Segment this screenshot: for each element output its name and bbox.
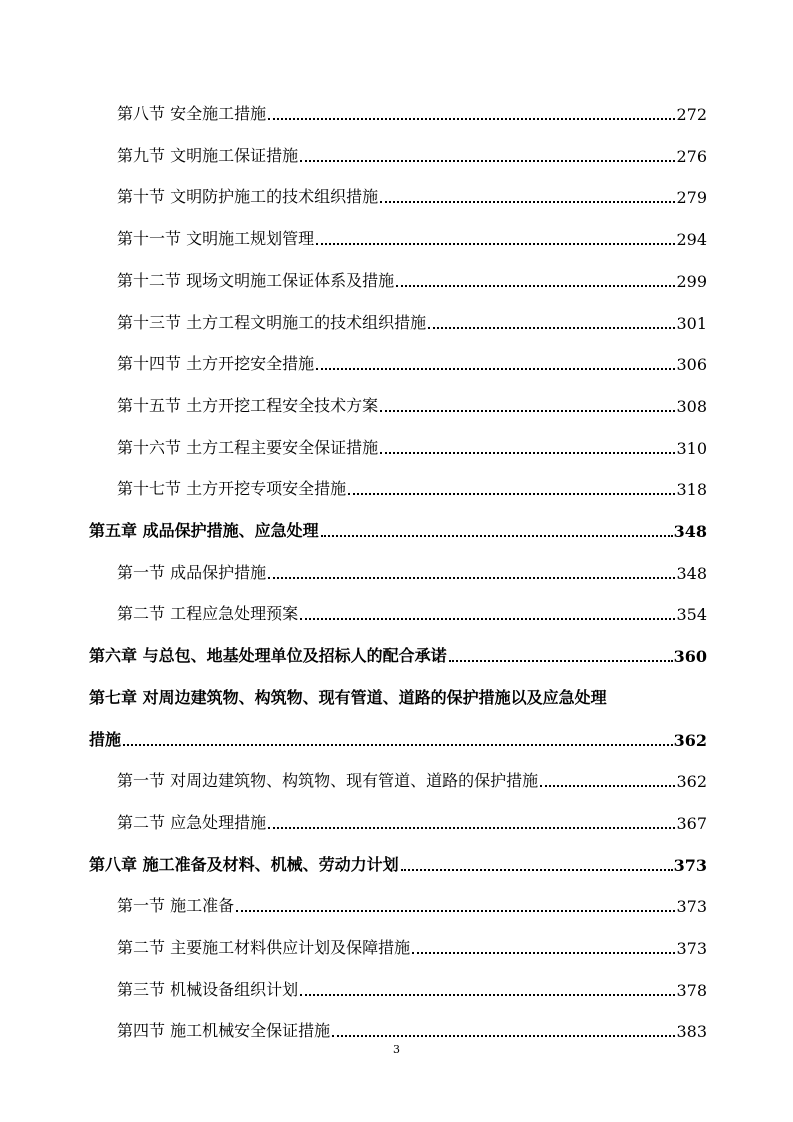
toc-leader-dots xyxy=(268,577,675,579)
toc-entry[interactable] xyxy=(0,94,793,124)
toc-entry-title: 第三节 机械设备组织计划 xyxy=(117,979,299,999)
toc-entry-title: 第十三节 土方工程文明施工的技术组织措施 xyxy=(117,312,427,332)
toc-entry-title: 第十六节 土方工程主要安全保证措施 xyxy=(117,437,379,457)
toc-entry-title: 第十四节 土方开挖安全措施 xyxy=(117,354,315,374)
toc-leader-dots xyxy=(348,493,675,495)
toc-entry[interactable] xyxy=(0,219,793,249)
toc-leader-dots xyxy=(123,744,673,746)
toc-entry-page: 310 xyxy=(676,438,707,458)
toc-leader-dots xyxy=(380,201,675,203)
toc-entry-title: 第一节 对周边建筑物、构筑物、现有管道、道路的保护措施 xyxy=(117,771,539,791)
toc-entry-title: 第二节 应急处理措施 xyxy=(117,812,267,832)
toc-entry-title: 第七章 对周边建筑物、构筑物、现有管道、道路的保护措施以及应急处理 xyxy=(89,687,607,707)
toc-entry-page: 373 xyxy=(676,897,707,917)
toc-entry-page: 373 xyxy=(673,855,707,875)
toc-entry-title: 第一节 施工准备 xyxy=(117,896,235,916)
toc-entry-page: 348 xyxy=(676,563,707,583)
toc-entry[interactable] xyxy=(0,386,793,416)
toc-entry-page: 360 xyxy=(673,647,707,667)
toc-leader-dots xyxy=(380,452,675,454)
toc-entry-page: 279 xyxy=(676,188,707,208)
toc-leader-dots xyxy=(380,410,675,412)
toc-entry-title: 第四节 施工机械安全保证措施 xyxy=(117,1021,331,1041)
toc-entry[interactable] xyxy=(0,594,793,624)
toc-entry-title: 第八章 施工准备及材料、机械、劳动力计划 xyxy=(89,854,399,874)
toc-entry-title: 第十七节 土方开挖专项安全措施 xyxy=(117,479,347,499)
toc-leader-dots xyxy=(268,118,675,120)
toc-entry-title: 第六章 与总包、地基处理单位及招标人的配合承诺 xyxy=(89,646,447,666)
toc-leader-dots xyxy=(268,827,675,829)
toc-entry[interactable] xyxy=(0,886,793,916)
toc-entry-page: 354 xyxy=(676,605,707,625)
toc-entry-title: 第二节 工程应急处理预案 xyxy=(117,604,299,624)
toc-entry-page: 318 xyxy=(676,480,707,500)
toc-entry[interactable] xyxy=(0,177,793,207)
toc-leader-dots xyxy=(412,952,675,954)
toc-entry-title: 措施 xyxy=(89,729,122,749)
toc-entry[interactable] xyxy=(0,553,793,583)
toc-entry[interactable] xyxy=(0,720,793,750)
toc-entry[interactable] xyxy=(0,636,793,666)
toc-entry-page: 276 xyxy=(676,146,707,166)
toc-entry-page: 294 xyxy=(676,230,707,250)
toc-entry-title: 第一节 成品保护措施 xyxy=(117,562,267,582)
toc-entry[interactable] xyxy=(0,344,793,374)
toc-entry-title: 第十二节 现场文明施工保证体系及措施 xyxy=(117,270,395,290)
toc-entry[interactable] xyxy=(0,678,793,708)
toc-entry[interactable] xyxy=(0,761,793,791)
toc-leader-dots xyxy=(401,869,673,871)
toc-entry-page: 348 xyxy=(673,522,707,541)
toc-entry-title: 第十节 文明防护施工的技术组织措施 xyxy=(117,187,379,207)
toc-entry[interactable] xyxy=(0,136,793,166)
toc-leader-dots xyxy=(316,243,675,245)
toc-entry[interactable] xyxy=(0,1011,793,1041)
toc-entry[interactable] xyxy=(0,845,793,875)
toc-entry[interactable] xyxy=(0,303,793,333)
toc-entry-page: 383 xyxy=(676,1022,707,1042)
toc-entry[interactable] xyxy=(0,928,793,958)
toc-entry-title: 第十五节 土方开挖工程安全技术方案 xyxy=(117,395,379,415)
toc-entry[interactable] xyxy=(0,428,793,458)
toc-entry-page: 308 xyxy=(676,396,707,416)
toc-leader-dots xyxy=(300,160,675,162)
toc-entry-page: 306 xyxy=(676,355,707,375)
toc-entry-page: 378 xyxy=(676,980,707,1000)
toc-leader-dots xyxy=(236,910,675,912)
toc-leader-dots xyxy=(449,660,673,662)
toc-entry-title: 第五章 成品保护措施、应急处理 xyxy=(89,521,319,540)
toc-entry[interactable] xyxy=(0,970,793,1000)
toc-leader-dots xyxy=(300,994,675,996)
toc-leader-dots xyxy=(428,327,675,329)
toc-entry-page: 299 xyxy=(676,271,707,291)
toc-leader-dots xyxy=(300,618,675,620)
toc-entry-page: 362 xyxy=(673,730,707,750)
toc-entry-title: 第八节 安全施工措施 xyxy=(117,104,267,123)
toc-entry-title: 第二节 主要施工材料供应计划及保障措施 xyxy=(117,938,411,957)
toc-entry-page: 301 xyxy=(676,313,707,333)
toc-leader-dots xyxy=(396,285,675,287)
toc-leader-dots xyxy=(321,535,673,537)
toc-entry[interactable] xyxy=(0,469,793,499)
toc-entry-page: 373 xyxy=(676,939,707,958)
toc-entry[interactable] xyxy=(0,511,793,541)
toc-leader-dots xyxy=(332,1035,675,1037)
toc-entry-page: 367 xyxy=(676,813,707,833)
toc-entry-title: 第十一节 文明施工规划管理 xyxy=(117,229,315,249)
toc-entry-title: 第九节 文明施工保证措施 xyxy=(117,145,299,165)
toc-leader-dots xyxy=(540,785,675,787)
page-number: 3 xyxy=(393,1043,400,1056)
toc-entry-page: 272 xyxy=(676,105,707,124)
toc-entry[interactable] xyxy=(0,261,793,291)
toc-entry-page: 362 xyxy=(676,772,707,792)
toc-leader-dots xyxy=(316,368,675,370)
toc-entry[interactable] xyxy=(0,803,793,833)
